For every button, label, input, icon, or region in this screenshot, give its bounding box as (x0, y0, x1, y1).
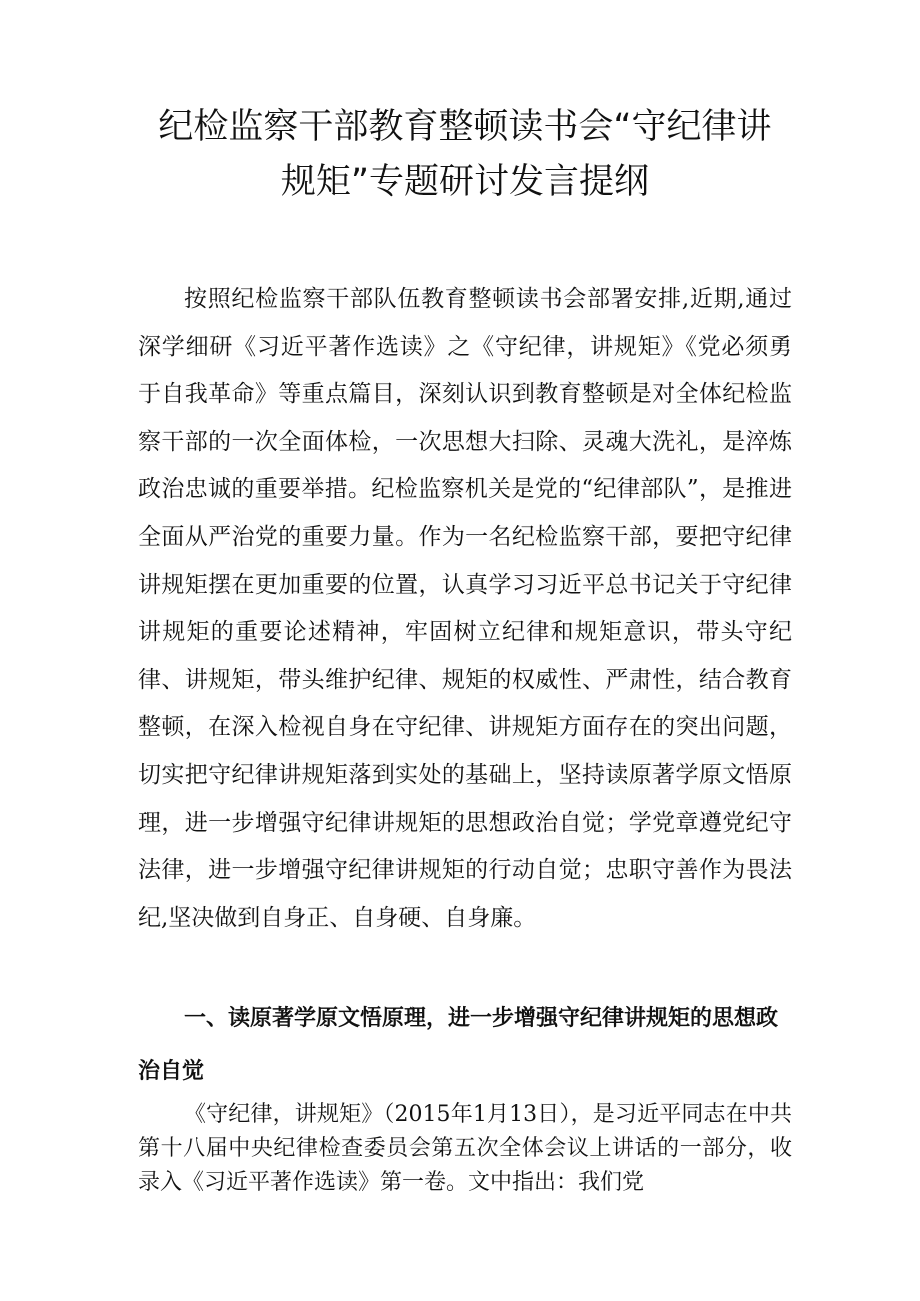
document-title-line-1: 纪检监察干部教育整顿读书会“守纪律讲 (158, 107, 772, 147)
document-title (120, 100, 810, 210)
section-1-heading: 一、读原著学原文悟原理，进一步增强守纪律讲规矩的思想政治自觉 (138, 1006, 779, 1084)
document-title-line-2: 规矩”专题研讨发言提纲 (280, 162, 650, 202)
section-1-paragraph: 《守纪律，讲规矩》（2015年1月13日），是习近平同志在中共第十八届中央纪律检查委员会第五次全体会议上讲话的一部分，收录入《习近平著作选读》第一卷。文中指出：我们党 (138, 1102, 792, 1195)
intro-paragraph: 按照纪检监察干部队伍教育整顿读书会部署安排,近期,通过深学细研《习近平著作选读》之《守纪律，讲规矩》《党必须勇于自我革命》等重点篇目，深刻认识到教育整顿是对全体纪检监察干部的一次全面体检，一次思想大扫除、灵魂大洗礼，是淬炼政治忠诚的重要举措。纪检监察机关是党的“纪律部队”，是推进全面从严治党的重要力量。作为一名纪检监察干部，要把守纪律讲规矩摆在更加重要的位置，认真学习习近平总书记关于守纪律讲规矩的重要论述精神，牢固树立纪律和规矩意识，带头守纪律、讲规矩，带头维护纪律、规矩的权威性、严肃性，结合教育整顿，在深入检视自身在守纪律、讲规矩方面存在的突出问题，切实把守纪律讲规矩落到实处的基础上，坚持读原著学原文悟原理，进一步增强守纪律讲规矩的思想政治自觉；学党章遵党纪守法律，进一步增强守纪律讲规矩的行动自觉；忠职守善作为畏法纪,坚决做到自身正、自身硬、自身廉。 (138, 286, 792, 931)
